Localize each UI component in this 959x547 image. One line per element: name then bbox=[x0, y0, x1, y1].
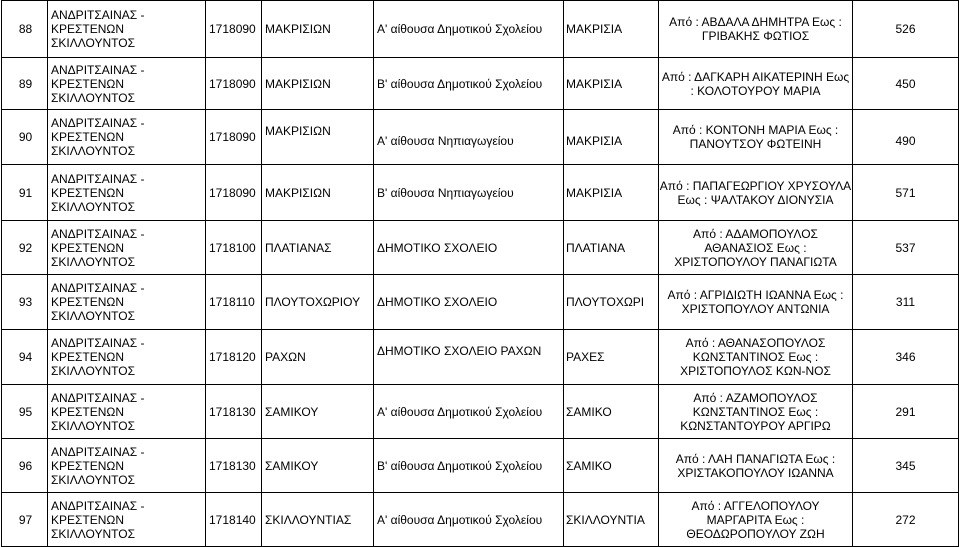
station-code: 1718100 bbox=[206, 221, 262, 275]
voter-range: Από : ΔΑΓΚΑΡΗ ΑΙΚΑΤΕΡΙΝΗ Εως : ΚΟΛΟΤΟΥΡΟΥ ΜΑΡΙΑ bbox=[659, 58, 853, 110]
table-row bbox=[2, 1, 959, 58]
room-name: Β' αίθουσα Δημοτικού Σχολείου bbox=[374, 439, 564, 493]
area-name: ΜΑΚΡΙΣΙΩΝ bbox=[262, 1, 374, 58]
municipality: ΑΝΔΡΙΤΣΑΙΝΑΣ - ΚΡΕΣΤΕΝΩΝ ΣΚΙΛΛΟΥΝΤΟΣ bbox=[48, 439, 206, 493]
place-name-text: ΜΑΚΡΙΣΙΑ bbox=[566, 134, 623, 148]
municipality: ΑΝΔΡΙΤΣΑΙΝΑΣ - ΚΡΕΣΤΕΝΩΝ ΣΚΙΛΛΟΥΝΤΟΣ bbox=[48, 1, 206, 58]
room-name: ΔΗΜΟΤΙΚΟ ΣΧΟΛΕΙΟ bbox=[374, 221, 564, 275]
row-number: 95 bbox=[2, 385, 48, 439]
row-number: 96 bbox=[2, 439, 48, 493]
area-name: ΣΑΜΙΚΟΥ bbox=[262, 385, 374, 439]
table-row bbox=[2, 110, 959, 165]
voter-count: 526 bbox=[853, 1, 959, 58]
voter-count: 291 bbox=[853, 385, 959, 439]
area-name: ΣΑΜΙΚΟΥ bbox=[262, 439, 374, 493]
voter-count: 311 bbox=[853, 275, 959, 330]
station-code: 1718110 bbox=[206, 275, 262, 330]
area-name: ΠΛΑΤΙΑΝΑΣ bbox=[262, 221, 374, 275]
place-name: ΡΑΧΕΣ bbox=[564, 330, 659, 385]
municipality: ΑΝΔΡΙΤΣΑΙΝΑΣ - ΚΡΕΣΤΕΝΩΝ ΣΚΙΛΛΟΥΝΤΟΣ bbox=[48, 275, 206, 330]
area-name: ΠΛΟΥΤΟΧΩΡΙΟΥ bbox=[262, 275, 374, 330]
row-number: 89 bbox=[2, 58, 48, 110]
voter-count: 571 bbox=[853, 165, 959, 221]
room-name: ΔΗΜΟΤΙΚΟ ΣΧΟΛΕΙΟ bbox=[374, 275, 564, 330]
municipality: ΑΝΔΡΙΤΣΑΙΝΑΣ - ΚΡΕΣΤΕΝΩΝ ΣΚΙΛΛΟΥΝΤΟΣ bbox=[48, 58, 206, 110]
room-name-text: Α' αίθουσα Νηπιαγωγείου bbox=[377, 134, 514, 148]
station-code: 1718090 bbox=[206, 165, 262, 221]
row-number: 90 bbox=[2, 110, 48, 165]
table-row bbox=[2, 221, 959, 275]
voter-range: Από : ΑΓΓΕΛΟΠΟΥΛΟΥ ΜΑΡΓΑΡΙΤΑ Εως : ΘΕΟΔΩΡΟΠΟΥΛΟΥ ΖΩΗ bbox=[659, 493, 853, 547]
voter-count-text: 490 bbox=[895, 134, 916, 148]
voter-count: 450 bbox=[853, 58, 959, 110]
station-code: 1718090 bbox=[206, 1, 262, 58]
voter-count: 537 bbox=[853, 221, 959, 275]
municipality: ΑΝΔΡΙΤΣΑΙΝΑΣ - ΚΡΕΣΤΕΝΩΝ ΣΚΙΛΛΟΥΝΤΟΣ bbox=[48, 110, 206, 165]
table-row bbox=[2, 275, 959, 330]
voter-range: Από : ΛΑΗ ΠΑΝΑΓΙΩΤΑ Εως : ΧΡΙΣΤΑΚΟΠΟΥΛΟΥ ΙΩΑΝΝΑ bbox=[659, 439, 853, 493]
station-code: 1718130 bbox=[206, 439, 262, 493]
station-code: 1718120 bbox=[206, 330, 262, 385]
voter-range: Από : ΑΓΡΙΔΙΩΤΗ ΙΩΑΝΝΑ Εως : ΧΡΙΣΤΟΠΟΥΛΟΥ ΑΝΤΩΝΙΑ bbox=[659, 275, 853, 330]
municipality: ΑΝΔΡΙΤΣΑΙΝΑΣ - ΚΡΕΣΤΕΝΩΝ ΣΚΙΛΛΟΥΝΤΟΣ bbox=[48, 221, 206, 275]
place-name: ΜΑΚΡΙΣΙΑ bbox=[564, 58, 659, 110]
voter-range: Από : ΑΖΑΜΟΠΟΥΛΟΣ ΚΩΝΣΤΑΝΤΙΝΟΣ Εως : ΚΩΝΣΤΑΝΤΟΥΡΟΥ ΑΡΓΙΡΩ bbox=[659, 385, 853, 439]
place-name bbox=[564, 110, 659, 165]
voter-range: Από : ΠΑΠΑΓΕΩΡΓΙΟΥ ΧΡΥΣΟΥΛΑ Εως : ΨΑΛΤΑΚΟΥ ΔΙΟΝΥΣΙΑ bbox=[659, 165, 853, 221]
place-name: ΜΑΚΡΙΣΙΑ bbox=[564, 165, 659, 221]
place-name: ΠΛΑΤΙΑΝΑ bbox=[564, 221, 659, 275]
row-number: 91 bbox=[2, 165, 48, 221]
row-number: 97 bbox=[2, 493, 48, 547]
room-name bbox=[374, 110, 564, 165]
table-row bbox=[2, 165, 959, 221]
area-name: ΡΑΧΩΝ bbox=[262, 330, 374, 385]
room-name-text: ΔΗΜΟΤΙΚΟ ΣΧΟΛΕΙΟ ΡΑΧΩΝ bbox=[377, 344, 542, 358]
room-name: Β' αίθουσα Νηπιαγωγείου bbox=[374, 165, 564, 221]
place-name: ΣΑΜΙΚΟ bbox=[564, 439, 659, 493]
voter-range: Από : ΑΘΑΝΑΣΟΠΟΥΛΟΣ ΚΩΝΣΤΑΝΤΙΝΟΣ Εως : ΧΡΙΣΤΟΠΟΥΛΟΣ ΚΩΝ-ΝΟΣ bbox=[659, 330, 853, 385]
table-row bbox=[2, 439, 959, 493]
row-number: 88 bbox=[2, 1, 48, 58]
place-name: ΣΚΙΛΛΟΥΝΤΙΑ bbox=[564, 493, 659, 547]
place-name: ΠΛΟΥΤΟΧΩΡΙ bbox=[564, 275, 659, 330]
area-name bbox=[262, 110, 374, 165]
municipality: ΑΝΔΡΙΤΣΑΙΝΑΣ - ΚΡΕΣΤΕΝΩΝ ΣΚΙΛΛΟΥΝΤΟΣ bbox=[48, 165, 206, 221]
room-name: Β' αίθουσα Δημοτικού Σχολείου bbox=[374, 58, 564, 110]
room-name: Α' αίθουσα Δημοτικού Σχολείου bbox=[374, 493, 564, 547]
voter-range: Από : ΑΒΔΑΛΑ ΔΗΜΗΤΡΑ Εως : ΓΡΙΒΑΚΗΣ ΦΩΤΙΟΣ bbox=[659, 1, 853, 58]
place-name: ΣΑΜΙΚΟ bbox=[564, 385, 659, 439]
municipality: ΑΝΔΡΙΤΣΑΙΝΑΣ - ΚΡΕΣΤΕΝΩΝ ΣΚΙΛΛΟΥΝΤΟΣ bbox=[48, 493, 206, 547]
station-code: 1718090 bbox=[206, 110, 262, 165]
voter-range: Από : ΚΟΝΤΟΝΗ ΜΑΡΙΑ Εως : ΠΑΝΟΥΤΣΟΥ ΦΩΤΕΙΝΗ bbox=[659, 110, 853, 165]
row-number: 94 bbox=[2, 330, 48, 385]
voter-count: 346 bbox=[853, 330, 959, 385]
area-name: ΜΑΚΡΙΣΙΩΝ bbox=[262, 58, 374, 110]
table-row bbox=[2, 58, 959, 110]
room-name bbox=[374, 330, 564, 385]
row-number: 92 bbox=[2, 221, 48, 275]
municipality: ΑΝΔΡΙΤΣΑΙΝΑΣ - ΚΡΕΣΤΕΝΩΝ ΣΚΙΛΛΟΥΝΤΟΣ bbox=[48, 330, 206, 385]
room-name: Α' αίθουσα Δημοτικού Σχολείου bbox=[374, 1, 564, 58]
row-number: 93 bbox=[2, 275, 48, 330]
table-row bbox=[2, 385, 959, 439]
station-code: 1718140 bbox=[206, 493, 262, 547]
municipality: ΑΝΔΡΙΤΣΑΙΝΑΣ - ΚΡΕΣΤΕΝΩΝ ΣΚΙΛΛΟΥΝΤΟΣ bbox=[48, 385, 206, 439]
voter-count: 345 bbox=[853, 439, 959, 493]
polling-stations-table bbox=[1, 0, 959, 547]
station-code: 1718090 bbox=[206, 58, 262, 110]
voter-range: Από : ΑΔΑΜΟΠΟΥΛΟΣ ΑΘΑΝΑΣΙΟΣ Εως : ΧΡΙΣΤΟΠΟΥΛΟΥ ΠΑΝΑΓΙΩΤΑ bbox=[659, 221, 853, 275]
voter-count: 272 bbox=[853, 493, 959, 547]
station-code: 1718130 bbox=[206, 385, 262, 439]
room-name: Α' αίθουσα Δημοτικού Σχολείου bbox=[374, 385, 564, 439]
table-row bbox=[2, 493, 959, 547]
area-name: ΣΚΙΛΛΟΥΝΤΙΑΣ bbox=[262, 493, 374, 547]
voter-count bbox=[853, 110, 959, 165]
place-name: ΜΑΚΡΙΣΙΑ bbox=[564, 1, 659, 58]
table-row bbox=[2, 330, 959, 385]
area-name: ΜΑΚΡΙΣΙΩΝ bbox=[262, 165, 374, 221]
area-name-text: ΜΑΚΡΙΣΙΩΝ bbox=[265, 124, 331, 138]
